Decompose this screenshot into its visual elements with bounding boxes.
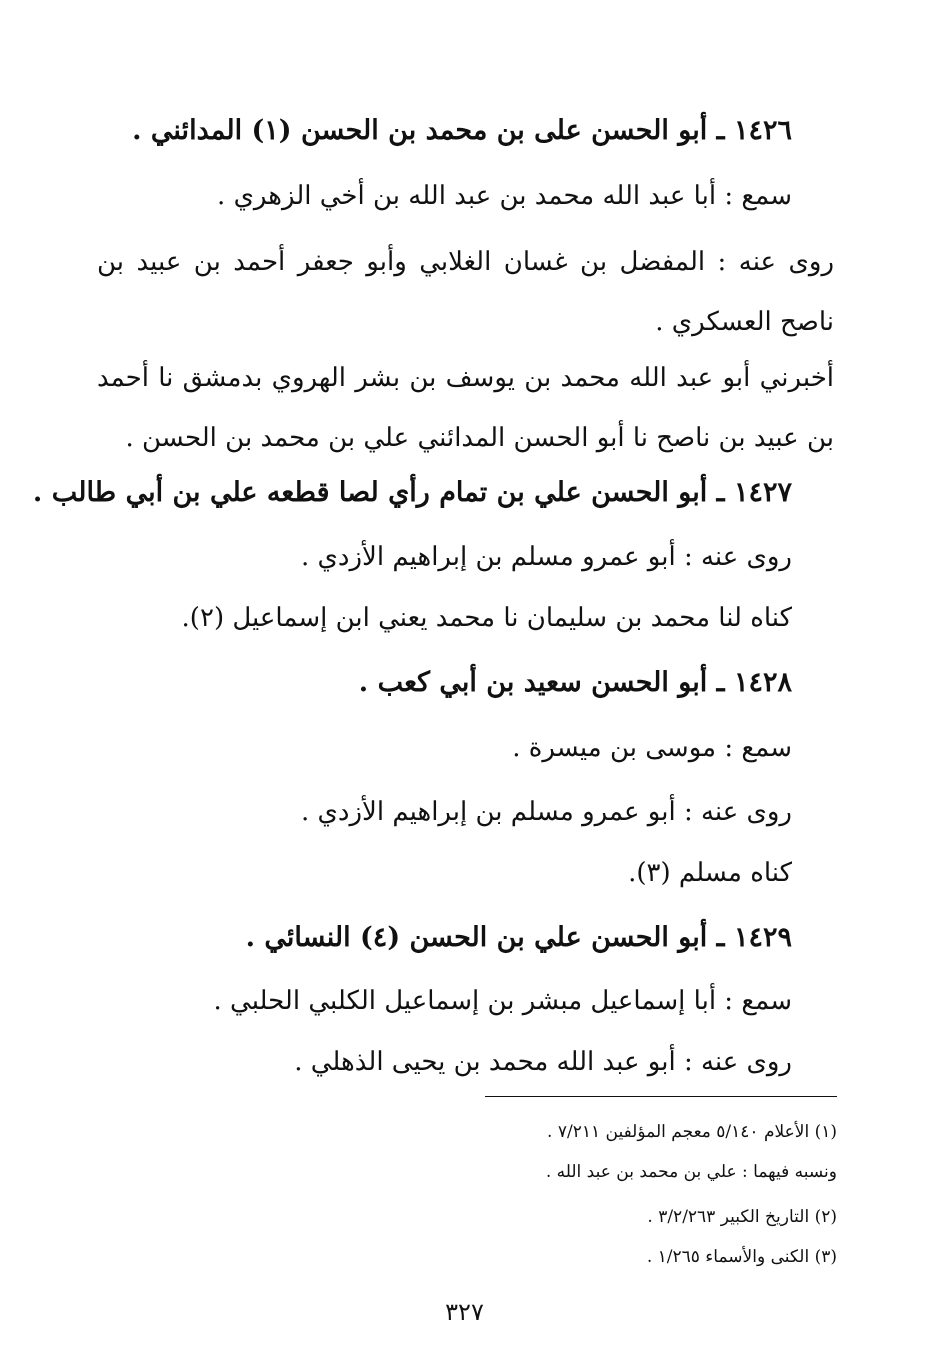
footnote-1: (١) الأعلام ٥/١٤٠ معجم المؤلفين ٧/٢١١ . — [547, 1122, 837, 1142]
entry-1429-narrators: روى عنه : أبو عبد الله محمد بن يحيى الذهلي . — [294, 1047, 792, 1077]
entry-1428-heard-from: سمع : موسى بن ميسرة . — [512, 733, 792, 763]
entry-1428-narrators: روى عنه : أبو عمرو مسلم بن إبراهيم الأزدي . — [301, 797, 792, 827]
entry-1429-heading: ١٤٢٩ ـ أبو الحسن علي بن الحسن (٤) النسائي . — [245, 922, 792, 953]
footnote-divider — [485, 1096, 837, 1097]
footnote-1-continued: ونسبه فيهما : علي بن محمد بن عبد الله . — [545, 1162, 837, 1182]
entry-1426-heard-from: سمع : أبا عبد الله محمد بن عبد الله بن أخي الزهري . — [217, 181, 792, 211]
entry-1426-isnad: أخبرني أبو عبد الله محمد بن يوسف بن بشر الهروي بدمشق نا أحمد بن عبيد بن ناصح نا أبو الحسن المدائني علي بن محمد بن الحسن . — [97, 363, 834, 453]
entry-1427-kunya-source: كناه لنا محمد بن سليمان نا محمد يعني ابن إسماعيل (٢). — [181, 603, 792, 633]
entry-1428-heading: ١٤٢٨ ـ أبو الحسن سعيد بن أبي كعب . — [358, 667, 792, 698]
entry-1427-heading: ١٤٢٧ ـ أبو الحسن علي بن تمام رأي لصا قطعه علي بن أبي طالب . — [32, 477, 792, 508]
footnote-2: (٢) التاريخ الكبير ٣/٢/٢٦٣ . — [647, 1207, 837, 1227]
entry-1427-narrators: روى عنه : أبو عمرو مسلم بن إبراهيم الأزدي . — [301, 542, 792, 572]
entry-1426-narrators: روى عنه : المفضل بن غسان الغلابي وأبو جعفر أحمد بن عبيد بن ناصح العسكري . — [97, 247, 834, 337]
entry-1428-kunya-source: كناه مسلم (٣). — [628, 858, 792, 888]
entry-1426-heading: ١٤٢٦ ـ أبو الحسن على بن محمد بن الحسن (١) المدائني . — [132, 115, 792, 146]
entry-1429-heard-from: سمع : أبا إسماعيل مبشر بن إسماعيل الكلبي الحلبي . — [213, 986, 792, 1016]
footnote-3: (٣) الكنى والأسماء ١/٢٦٥ . — [646, 1247, 837, 1267]
page-number: ٣٢٧ — [445, 1298, 484, 1326]
